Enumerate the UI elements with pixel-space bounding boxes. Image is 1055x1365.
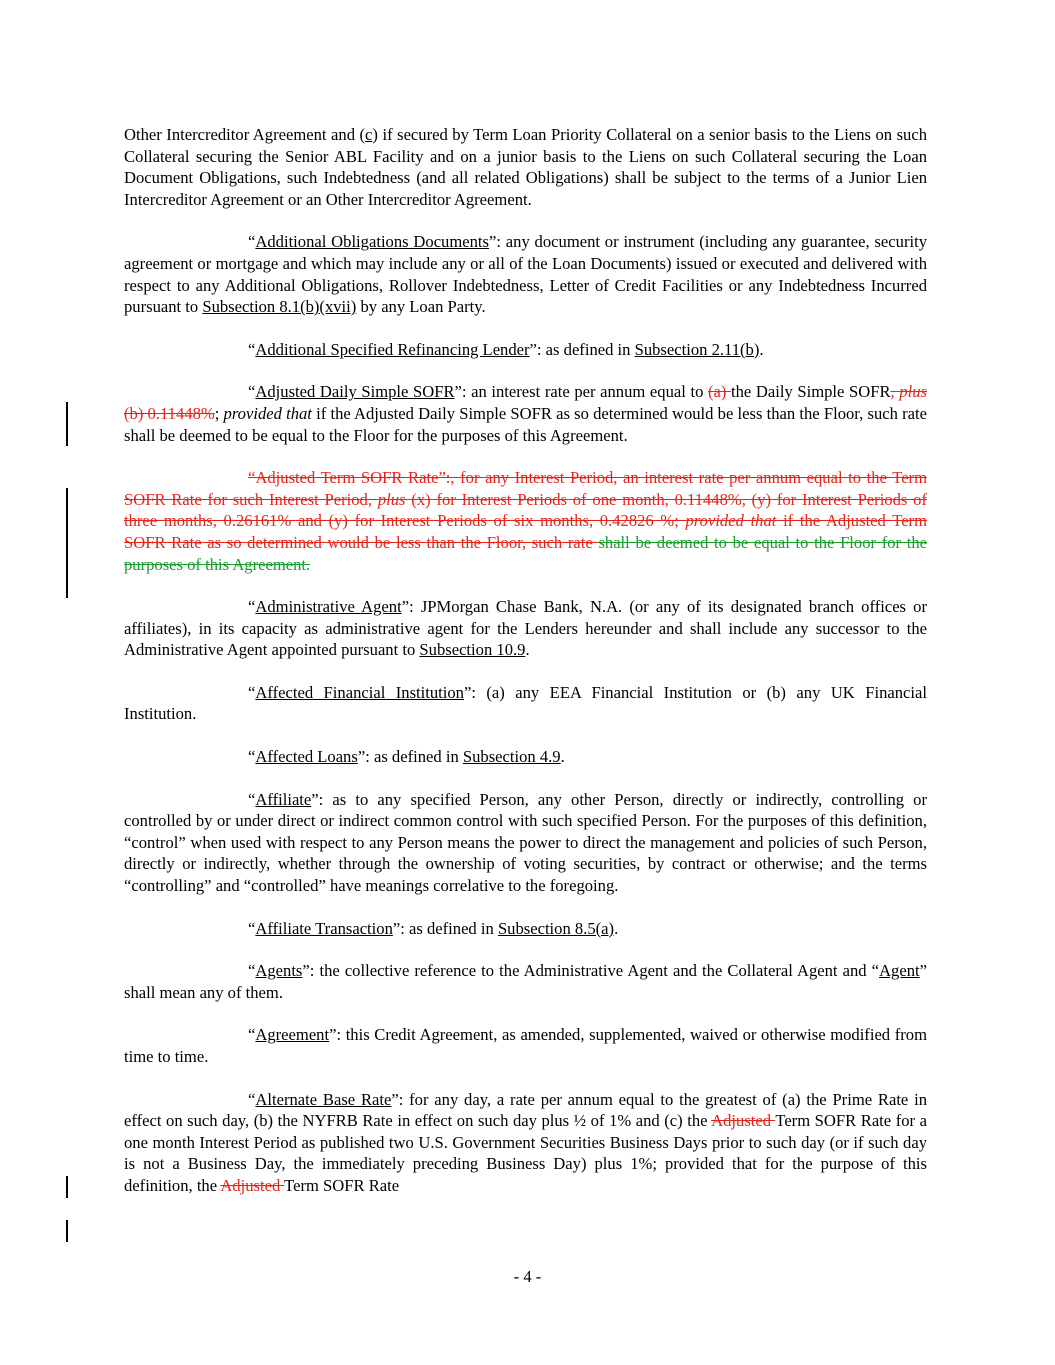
definition-agreement: “Agreement”: this Credit Agreement, as amended, supplemented, waived or otherwise modified from time to time. xyxy=(124,1025,927,1066)
definition-affiliate-transaction: “Affiliate Transaction”: as defined in Subsection 8.5(a). xyxy=(248,918,619,938)
change-bar xyxy=(66,1176,68,1198)
deleted-definition-adjusted-term-sofr-rate: “Adjusted Term SOFR Rate”:, for any Interest Period, an interest rate per annum equal to the Term SOFR Rate for such Interest Period, plus (x) for Interest Periods of one month, 0.11448%, (y) for Interest Periods of three months, 0.26161% and (y) for Interest Periods of six months, 0.42826 %; provided that if the Adjusted Term SOFR Rate as so determined would be less than the Floor, such rate shall be deemed to be equal to the Floor for the purposes of this Agreement. xyxy=(124,468,927,574)
cross-reference: Subsection 8.5(a) xyxy=(497,918,615,938)
defined-term: Affiliate Transaction xyxy=(255,918,393,938)
deleted-text: (a) xyxy=(707,382,732,402)
defined-term: Affected Financial Institution xyxy=(255,682,464,702)
defined-term: Additional Obligations Documents xyxy=(255,232,489,252)
defined-term: Agent xyxy=(879,961,920,981)
deleted-defined-term: Adjusted Term SOFR Rate xyxy=(255,468,439,488)
change-bar xyxy=(66,488,68,598)
defined-term: Additional Specified Refinancing Lender xyxy=(255,339,530,359)
defined-term: Alternate Base Rate xyxy=(255,1089,392,1109)
definition-adjusted-daily-simple-sofr: “Adjusted Daily Simple SOFR”: an interest rate per annum equal to (a) the Daily Simple SOFR, plus (b) 0.11448%; provided that if the Adjusted Daily Simple SOFR as so determined would be less than the Floor, such rate shall be deemed to be equal to the Floor for the purposes of this Agreement. xyxy=(124,382,927,445)
paragraph: Other Intercreditor Agreement and (c) if secured by Term Loan Priority Collateral on a senior basis to the Liens on such Collateral securing the Senior ABL Facility and on a junior basis to the Liens on such Collateral securing the Loan Document Obligations, such Indebtedness (and all related Obligations) shall be subject to the terms of a Junior Lien Intercreditor Agreement or an Other Intercreditor Agreement. xyxy=(124,125,927,209)
deleted-text: plus xyxy=(899,382,927,402)
definition-affected-loans: “Affected Loans”: as defined in Subsection 4.9. xyxy=(248,747,565,767)
definition-additional-specified-refinancing-lender: “Additional Specified Refinancing Lender”: as defined in Subsection 2.11(b). xyxy=(248,339,764,359)
deleted-text: (b) 0.11448% xyxy=(124,403,215,423)
moved-deleted-text: shall be deemed to be equal to the Floor for the purposes of this Agreement. xyxy=(124,532,927,574)
deleted-text: Adjusted xyxy=(711,1111,776,1131)
definition-agents: “Agents”: the collective reference to the Administrative Agent and the Collateral Agent and “Agent” shall mean any of them. xyxy=(124,961,927,1002)
cross-reference: Subsection 10.9 xyxy=(419,640,526,660)
definition-alternate-base-rate: “Alternate Base Rate”: for any day, a rate per annum equal to the greatest of (a) the Prime Rate in effect on such day, (b) the NYFRB Rate in effect on such day plus ½ of 1% and (c) the Adjusted Term SOFR Rate for a one month Interest Period as published two U.S. Government Securities Business Days prior to such day (or if such day is not a Business Day, the immediately preceding Business Day) plus 1%; provided that for the purpose of this definition, the Adjusted Term SOFR Rate xyxy=(124,1089,927,1195)
page-number: - 4 - xyxy=(513,1267,542,1286)
cross-reference: Subsection 4.9 xyxy=(462,747,561,767)
cross-reference: Subsection 8.1(b)(xvii) xyxy=(202,297,357,317)
deleted-text: Adjusted xyxy=(220,1175,285,1195)
defined-term: Administrative Agent xyxy=(255,597,402,617)
defined-term: Agreement xyxy=(255,1025,330,1045)
defined-term: Affected Loans xyxy=(255,747,358,767)
definition-affected-financial-institution: “Affected Financial Institution”: (a) any EEA Financial Institution or (b) any UK Financial Institution. xyxy=(124,682,927,724)
change-bar xyxy=(66,402,68,446)
cross-reference: Subsection 2.11(b) xyxy=(634,339,760,359)
definition-affiliate: “Affiliate”: as to any specified Person, any other Person, directly or indirectly, controlling or controlled by or under direct or indirect common control with such specified Person. For the purposes of this definition, “control” when used with respect to any Person means the power to direct the management and policies of such Person, directly or indirectly, whether through the ownership of voting securities, by contract or otherwise; and the terms “controlling” and “controlled” have meanings correlative to the foregoing. xyxy=(124,789,927,896)
defined-term: Affiliate xyxy=(255,789,312,809)
deleted-text: , xyxy=(890,382,900,402)
defined-term: Agents xyxy=(255,961,303,981)
definition-administrative-agent: “Administrative Agent”: JPMorgan Chase Bank, N.A. (or any of its designated branch offices or affiliates), in its capacity as administrative agent for the Lenders hereunder and shall include any successor to the Administrative Agent appointed pursuant to Subsection 10.9. xyxy=(124,597,927,660)
defined-term: Adjusted Daily Simple SOFR xyxy=(255,382,455,402)
change-bar xyxy=(66,1220,68,1242)
document-body xyxy=(124,124,927,1218)
definition-additional-obligations-documents: “Additional Obligations Documents”: any document or instrument (including any guarantee, security agreement or mortgage and which may include any or all of the Loan Documents) issued or executed and delivered with respect to any Additional Obligations, Rollover Indebtedness, Letter of Credit Facilities or any Indebtedness Incurred pursuant to Subsection 8.1(b)(xvii) by any Loan Party. xyxy=(124,232,927,317)
